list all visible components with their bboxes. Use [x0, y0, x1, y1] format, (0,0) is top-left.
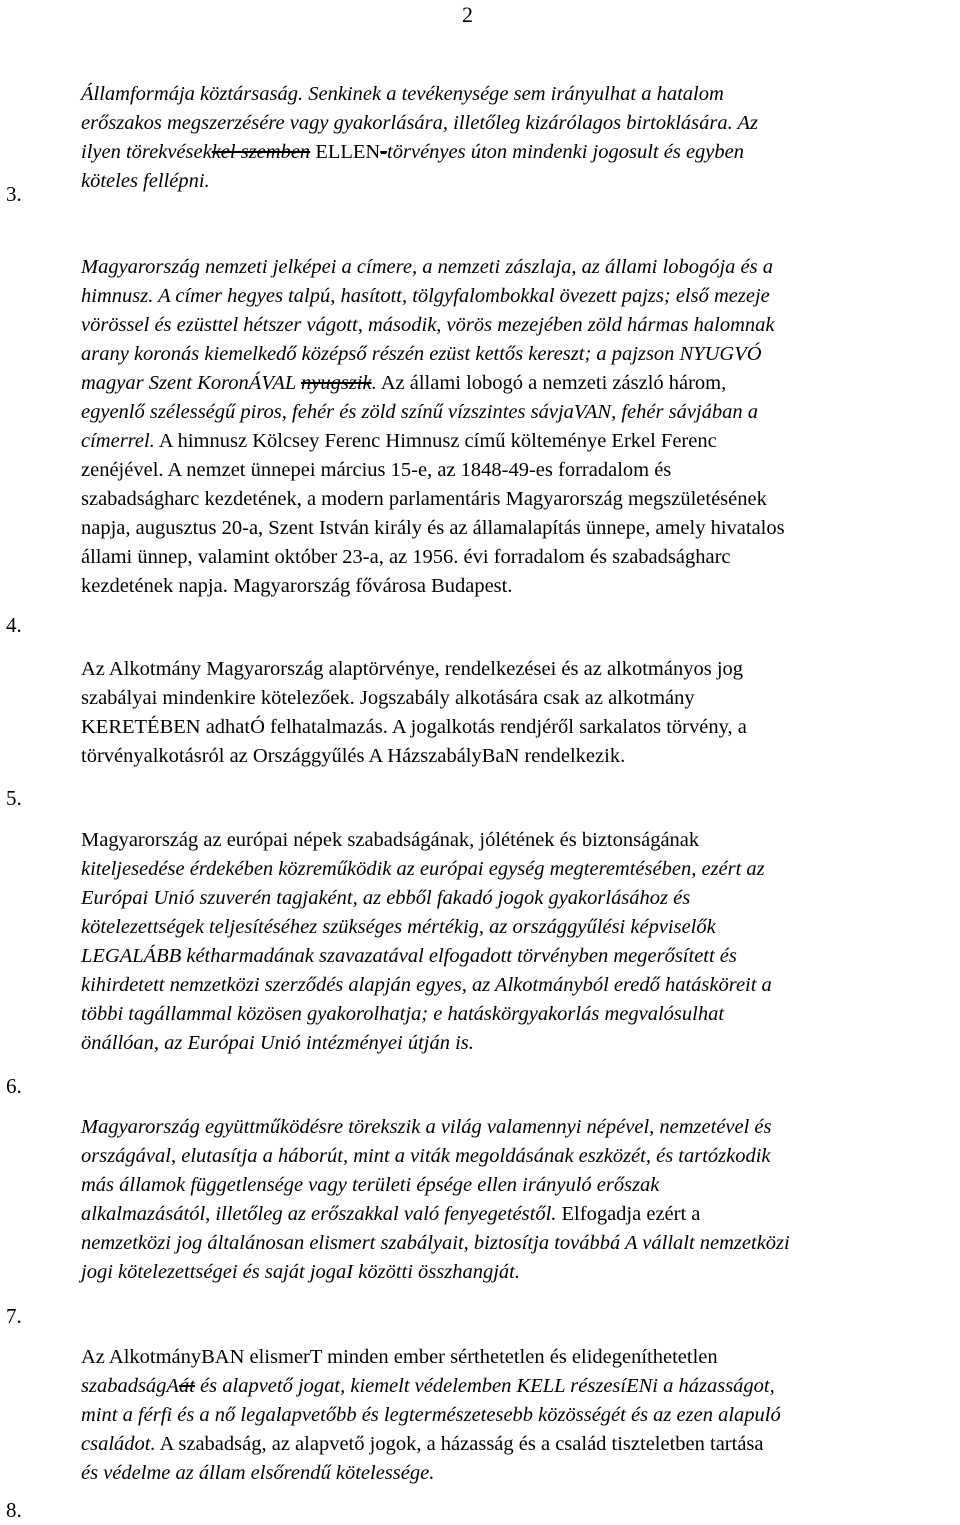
text-run: A jogalkotás rendjéről sarkalatos törvény, a: [387, 716, 747, 738]
inserted-text: ELLEN: [310, 141, 381, 163]
text-run: Jogszabály alkotására csak az alkotmány: [354, 687, 695, 709]
deleted-text: át: [178, 1375, 195, 1397]
text-line: és védelme az állam elsőrendű kötelessége.: [81, 1462, 435, 1484]
paragraph-section-7: [81, 1343, 957, 1488]
deleted-text: kel szemben: [211, 141, 311, 163]
text-line: egyenlő szélességű piros, fehér és zöld színű vízszintes sávjaVAN, fehér sávjában a: [81, 401, 758, 423]
section-number-4: 4.: [6, 613, 22, 637]
paragraph-section-6: [81, 1113, 957, 1287]
text-run: szabadságA: [81, 1375, 179, 1397]
text-run: ilyen törekvések: [81, 141, 212, 163]
text-line: erőszakos megszerzésére vagy gyakorlására, illetőleg kizárólagos birtoklására. Az: [81, 112, 759, 134]
section-number-5: 5.: [6, 786, 22, 810]
text-line: Magyarország nemzeti jelképei a címere, a nemzeti zászlaja, az állami lobogója és a: [81, 256, 773, 278]
section-number-7: 7.: [6, 1304, 22, 1328]
text-line: kezdetének napja. Magyarország fővárosa Budapest.: [81, 575, 513, 597]
text-line: [81, 1372, 957, 1401]
text-line: [81, 138, 957, 167]
paragraph-section-4: [81, 655, 957, 771]
text-run: magyar Szent KoronÁVAL: [81, 372, 301, 394]
text-run: törvényes úton mindenki jogosult és egyben: [387, 141, 744, 163]
text-line: [81, 456, 957, 485]
paragraph-section-5: [81, 826, 957, 1058]
text-line: törvényalkotásról az Országgyűlés A HázszabályBaN rendelkezik.: [81, 745, 626, 767]
text-line: Európai Unió szuverén tagjaként, az ebből fakadó jogok gyakorlásához és: [81, 887, 691, 909]
text-line: jogi kötelezettségei és saját jogaI közötti összhangját.: [81, 1261, 520, 1283]
text-line: [81, 282, 957, 311]
text-run: Az állami lobogó a nemzeti zászló három,: [376, 372, 727, 394]
text-line: kiteljesedése érdekében közreműködik az európai egység megteremtésében, ezért az: [81, 858, 765, 880]
paragraph-section-2: [81, 80, 957, 196]
text-line: [81, 1430, 957, 1459]
text-line: köteles fellépni.: [81, 170, 210, 192]
text-line: állami ünnep, valamint október 23-a, az 1956. évi forradalom és szabadságharc: [81, 546, 731, 568]
text-line: önállóan, az Európai Unió intézményei útján is.: [81, 1032, 474, 1054]
text-line: [81, 369, 957, 398]
text-line: [81, 427, 957, 456]
section-number-3: 3.: [6, 182, 22, 206]
text-line: kihirdetett nemzetközi szerződés alapján egyes, az Alkotmányból eredő hatásköreit a: [81, 974, 772, 996]
text-line: kötelezettségek teljesítéséhez szükséges mértékig, az országgyűlési képviselők: [81, 916, 716, 938]
text-run: zenéjével.: [81, 459, 164, 481]
text-line: Magyarország az európai népek szabadságának, jólétének és biztonságának: [81, 829, 700, 851]
text-run: A nemzet ünnepei március 15-e, az 1848-49-es forradalom és: [163, 459, 672, 481]
deleted-text: nyugszik: [301, 372, 372, 394]
paragraph-section-3: [81, 253, 957, 601]
text-run: KERETÉBEN adhatÓ felhatalmazás.: [81, 716, 388, 738]
text-line: [81, 1200, 957, 1229]
text-run: himnusz.: [81, 285, 154, 307]
text-line: vörössel és ezüsttel hétszer vágott, második, vörös mezejében zöld hármas halomnak: [81, 314, 775, 336]
section-number-6: 6.: [6, 1074, 22, 1098]
text-line: országával, elutasítja a háborút, mint a viták megoldásának eszközét, és tartózkodik: [81, 1145, 771, 1167]
text-line: Az Alkotmány Magyarország alaptörvénye, rendelkezései és az alkotmányos jog: [81, 658, 744, 680]
text-run: Elfogadja ezért a: [556, 1203, 701, 1225]
text-line: Államformája köztársaság. Senkinek a tevékenysége sem irányulhat a hatalom: [81, 83, 724, 105]
page-number: 2: [462, 2, 473, 27]
text-run: A címer hegyes talpú, hasított, tölgyfalombokkal övezett pajzs; első mezeje: [153, 285, 770, 307]
text-line: szabadságharc kezdetének, a modern parlamentáris Magyarország megszületésének: [81, 488, 767, 510]
text-line: [81, 684, 957, 713]
text-run: A szabadság, az alapvető jogok, a házasság és a család tiszteletben tartása: [155, 1433, 764, 1455]
text-line: Az AlkotmányBAN elismerT minden ember sérthetetlen és elidegeníthetetlen: [81, 1346, 718, 1368]
text-line: napja, augusztus 20-a, Szent István király és az államalapítás ünnepe, amely hivatalos: [81, 517, 785, 539]
text-line: arany koronás kiemelkedő középső részén ezüst kettős kereszt; a pajzson NYUGVÓ: [81, 343, 762, 365]
text-line: [81, 713, 957, 742]
section-number-8: 8.: [6, 1498, 22, 1522]
text-run: címerrel.: [81, 430, 155, 452]
deleted-text: -: [380, 141, 388, 163]
text-run: .: [371, 372, 377, 394]
text-line: LEGALÁBB kétharmadának szavazatával elfogadott törvényben megerősített és: [81, 945, 737, 967]
text-run: alkalmazásától, illetőleg az erőszakkal való fenyegetéstől.: [81, 1203, 557, 1225]
text-line: többi tagállammal közösen gyakorolhatja; e hatáskörgyakorlás megvalósulhat: [81, 1003, 725, 1025]
text-run: szabályai mindenkire kötelezőek.: [81, 687, 355, 709]
text-run: és alapvető jogat, kiemelt védelemben KELL részesíENi a házasságot,: [194, 1375, 775, 1397]
text-line: Magyarország együttműködésre törekszik a világ valamennyi népével, nemzetével és: [81, 1116, 772, 1138]
text-run: A himnusz Kölcsey Ferenc Himnusz című költeménye Erkel Ferenc: [154, 430, 717, 452]
text-run: családot.: [81, 1433, 156, 1455]
text-line: nemzetközi jog általánosan elismert szabályait, biztosítja továbbá A vállalt nemzetközi: [81, 1232, 790, 1254]
text-line: mint a férfi és a nő legalapvetőbb és legtermészetesebb közösségét és az ezen alapuló: [81, 1404, 781, 1426]
text-line: más államok függetlensége vagy területi épsége ellen irányuló erőszak: [81, 1174, 660, 1196]
